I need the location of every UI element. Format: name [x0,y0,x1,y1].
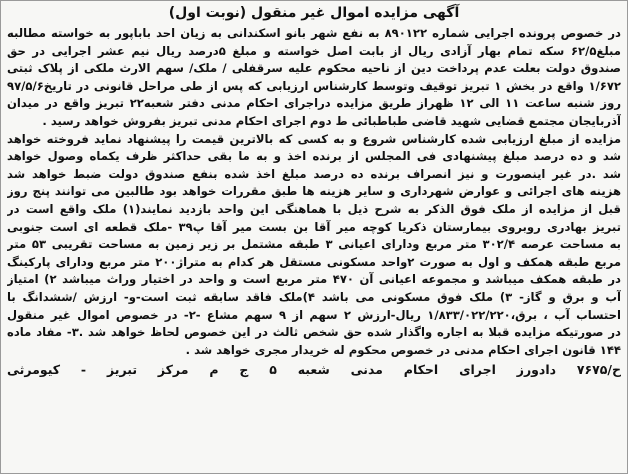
notice-line: آب و برق و گاز- ۳) ملک فوق مسکونی می باشد ۴)ملک فاقد سابقه ثبت است-و- ارزش /ششدانگ با [7,289,621,304]
notice-line: مربع طبقه همکف و اول به صورت ۲واحد مسکونی مستقل هر کدام به متراژ۲۰۰ متر مربع ودارای پارکینگ [7,254,621,269]
notice-line: در صورتیکه مزایده قبلا به اجاره واگذار شده حق شخص ثالث در این خصوص لحاظ خواهد شد .۳- مفاد ماده [7,325,621,340]
notice-line: مبلغ۶۲/۵ سکه تمام بهار آزادی ریال از بابت اصل خواسته و مبلغ ۵درصد ریال نیم عشر اجرایی در حق [7,43,621,58]
notice-line: ۱/۶۷۲ واقع در بخش ۱ تبریز توقیف وتوسط کارشناس ارزیابی که پس از طی مراحل قانونی در تاریخ۹۷/۵/۶ [7,78,621,93]
notice-line: در طبقه همکف میباشد و مجموعه اعیانی آن ۴۷۰ متر مربع است و واحد در اختیار وراث میباشد ۲) امتیاز [7,272,621,287]
notice-line: ۱۴۴ قانون اجرای احکام مدنی در خصوص محکوم له خریدار مجری خواهد شد . [185,342,621,357]
notice-line: قبل از مزایده از ملک فوق الذکر به شرح ذیل با هماهنگی این واحد بازدید نمایند(۱) ملک واقع است در [7,201,621,216]
notice-line: تبریز بهادری روبروی بیمارستان ذکریا کوچه میر آقا بن بست میر آقا پ۳۹ -ملک قطعه ای است جنوبی [7,219,621,234]
notice-body [7,25,621,359]
notice-line: شد و ده درصد مبلغ پیشنهادی فی المجلس از برنده اخذ و به ما بقی حداکثر ظرف یکماه وصول خواهد [7,149,621,164]
notice-line: روز شنبه ساعت ۱۱ الی ۱۲ ظهراز طریق مزایده دراجرای احکام مدنی دفتر شعبه۲۲ تبریز واقع در میدان [7,96,621,111]
notice-line: آذربایجان مجتمع قضایی شهید قاضی طباطبائی ط دوم اجرای احکام مدنی تبریز بفروش خواهد رسید . [42,113,621,128]
notice-line: مزایده از مبلغ ارزیابی شده کارشناس شروع و به کسی که بالاترین قیمت را پیشنهاد نماید فروخته خواهد [7,131,621,146]
notice-line: صندوق دولت بعلت عدم پرداخت دین از ناحیه محکوم علیه سرقفلی / ملک/ سهم الارث ملکی از پلاک ثبتی [7,61,621,76]
notice-line: احتساب آب ، برق،۱/۸۳۳/۰۲۲/۲۲۰ ریال-ارزش ۲ سهم از ۹ سهم مشاع -۲- در خصوص اموال غیر منقول [7,307,621,322]
notice-title: آگهی مزایده اموال غیر منقول (نوبت اول) [168,5,460,21]
notice-line: شد .در غیر اینصورت و نیز انصراف برنده ده درصد مبلغ اخذ شده بنفع صندوق دولت ضبط خواهد شد [7,166,621,181]
notice-signature: ح/۷۶۷۵ دادورز اجرای احکام مدنی شعبه ۵ ج م مرکز تبریز - کیومرثی [7,362,621,378]
notice-line: هزینه های اجرائی و عوارض شهرداری و سایر هزینه ها طبق مقررات خواهد بود طالبین می توانند پنج روز [7,184,621,199]
notice-line: به مساحت عرصه ۳۰۲/۴ متر مربع ودارای اعیانی ۳ طبقه مشتمل بر زیر زمین به مساحت تقریبی ۵۳ متر [7,237,621,252]
notice-line: در خصوص پرونده اجرایی شماره ۸۹۰۱۲۲ به نفع شهر بانو اسکندانی به زیان احد باباپور به خواسته مطالبه [7,26,621,40]
